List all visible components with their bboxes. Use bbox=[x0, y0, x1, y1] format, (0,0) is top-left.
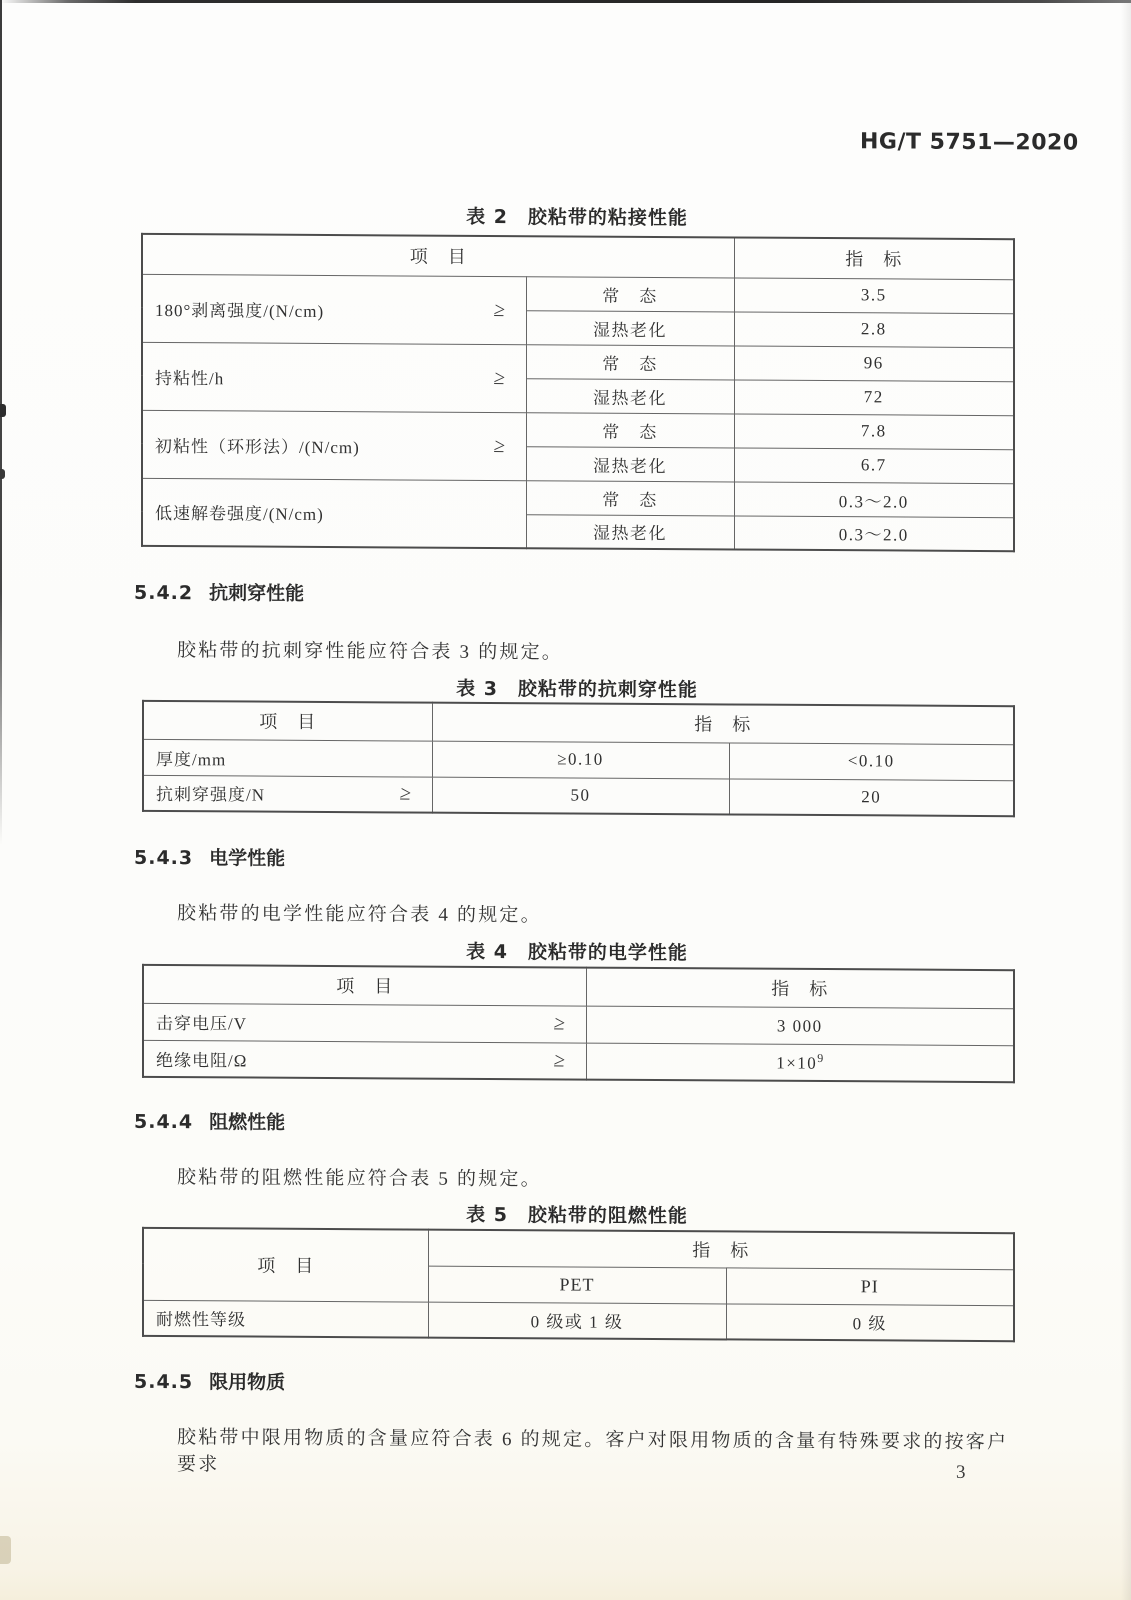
item-label: 低速解卷强度/(N/cm) bbox=[155, 504, 324, 525]
header-cell-pi: PI bbox=[726, 1267, 1014, 1305]
table3-title: 表 3 胶粘带的抗刺穿性能 bbox=[456, 677, 698, 702]
item-label: 抗刺穿强度/N bbox=[156, 785, 265, 805]
value-cell: 96 bbox=[734, 345, 1014, 381]
geq-symbol: ≥ bbox=[552, 1049, 568, 1072]
section-heading-543 bbox=[134, 843, 285, 871]
table-flame-retardancy bbox=[142, 1227, 1015, 1342]
paragraph-543: 胶粘带的电学性能应符合表 4 的规定。 bbox=[177, 903, 542, 927]
condition-cell: 湿热老化 bbox=[526, 514, 734, 549]
condition-cell: 常 态 bbox=[526, 276, 734, 311]
section-title: 电学性能 bbox=[209, 847, 286, 870]
condition-cell: 常 态 bbox=[526, 344, 734, 379]
geq-symbol: ≥ bbox=[398, 782, 414, 805]
value-cell: 0.3～2.0 bbox=[734, 481, 1014, 517]
section-title: 限用物质 bbox=[209, 1371, 286, 1394]
item-cell: 耐燃性等级 bbox=[143, 1300, 428, 1338]
item-label: 初粘性（环形法）/(N/cm) bbox=[155, 436, 360, 457]
table-electrical-performance bbox=[142, 964, 1015, 1083]
table-row bbox=[143, 739, 1014, 780]
section-number: 5.4.5 bbox=[134, 1370, 194, 1394]
condition-cell: 常 态 bbox=[526, 412, 734, 447]
geq-symbol: ≥ bbox=[492, 366, 508, 389]
paragraph-544: 胶粘带的阻燃性能应符合表 5 的规定。 bbox=[177, 1167, 542, 1191]
header-cell-item: 项 目 bbox=[143, 701, 432, 741]
value-text: 1×10 bbox=[776, 1053, 818, 1073]
value-cell: 72 bbox=[734, 379, 1014, 415]
table4-title: 表 4 胶粘带的电学性能 bbox=[466, 940, 688, 965]
value-cell: <0.10 bbox=[729, 742, 1014, 780]
paragraph-542: 胶粘带的抗刺穿性能应符合表 3 的规定。 bbox=[177, 640, 564, 664]
table-row bbox=[142, 478, 1014, 517]
table-row bbox=[142, 274, 1014, 313]
table-adhesion-performance bbox=[141, 233, 1015, 552]
value-cell: ≥0.10 bbox=[432, 741, 729, 779]
value-exponent: 9 bbox=[817, 1050, 824, 1065]
section-number: 5.4.4 bbox=[134, 1110, 194, 1134]
table-row bbox=[142, 342, 1014, 381]
table-header-row bbox=[143, 1228, 1014, 1269]
item-cell bbox=[142, 274, 526, 344]
header-cell-item: 项 目 bbox=[143, 1228, 428, 1302]
table-puncture-resistance bbox=[142, 700, 1015, 817]
table5-title: 表 5 胶粘带的阻燃性能 bbox=[466, 1203, 688, 1228]
table-row bbox=[143, 1003, 1014, 1045]
condition-cell: 湿热老化 bbox=[526, 310, 734, 345]
value-cell bbox=[586, 1006, 1014, 1046]
value-cell: 0 级 bbox=[726, 1303, 1014, 1341]
value-text: 3 000 bbox=[776, 1016, 823, 1036]
header-cell-index: 指 标 bbox=[586, 968, 1014, 1009]
section-heading-544 bbox=[134, 1107, 285, 1135]
value-cell: 20 bbox=[729, 778, 1014, 816]
condition-cell: 湿热老化 bbox=[526, 378, 734, 413]
item-cell bbox=[142, 342, 526, 412]
value-cell bbox=[586, 1043, 1014, 1083]
header-cell-index: 指 标 bbox=[432, 703, 1014, 745]
condition-cell: 常 态 bbox=[526, 480, 734, 515]
item-cell bbox=[143, 1003, 586, 1043]
item-label: 厚度/mm bbox=[156, 749, 227, 769]
item-label: 击穿电压/V bbox=[156, 1013, 247, 1034]
value-cell: 50 bbox=[432, 777, 729, 815]
header-cell-index: 指 标 bbox=[428, 1230, 1014, 1270]
table2-title: 表 2 胶粘带的粘接性能 bbox=[466, 205, 688, 230]
section-number: 5.4.3 bbox=[134, 846, 194, 870]
item-cell bbox=[142, 478, 526, 548]
section-number: 5.4.2 bbox=[134, 581, 194, 605]
standard-number-header: HG/T 5751—2020 bbox=[860, 129, 1079, 156]
value-cell: 3.5 bbox=[734, 277, 1014, 313]
value-cell: 0.3～2.0 bbox=[734, 515, 1014, 551]
value-cell: 7.8 bbox=[734, 413, 1014, 449]
item-cell bbox=[142, 410, 526, 480]
table-row bbox=[143, 1300, 1014, 1341]
item-cell bbox=[143, 775, 432, 813]
section-title: 抗刺穿性能 bbox=[209, 582, 305, 605]
value-cell: 0 级或 1 级 bbox=[428, 1302, 726, 1340]
header-cell-pet: PET bbox=[428, 1266, 726, 1304]
table-row bbox=[142, 410, 1014, 449]
section-title: 阻燃性能 bbox=[209, 1111, 286, 1134]
header-cell-index: 指 标 bbox=[734, 237, 1014, 279]
table-header-row bbox=[143, 701, 1014, 744]
page-number: 3 bbox=[956, 1461, 966, 1483]
section-heading-545 bbox=[134, 1367, 285, 1395]
value-cell: 6.7 bbox=[734, 447, 1014, 483]
section-heading-542 bbox=[134, 578, 304, 606]
item-cell bbox=[143, 739, 432, 777]
item-label: 绝缘电阻/Ω bbox=[156, 1050, 248, 1071]
header-cell-item: 项 目 bbox=[143, 965, 586, 1006]
table-row bbox=[143, 775, 1014, 816]
table-header-row bbox=[142, 234, 1014, 279]
geq-symbol: ≥ bbox=[492, 434, 508, 457]
item-label: 持粘性/h bbox=[155, 368, 225, 388]
item-label: 180°剥离强度/(N/cm) bbox=[155, 300, 325, 321]
table-header-row bbox=[143, 965, 1014, 1008]
item-cell bbox=[143, 1040, 586, 1080]
header-cell-item: 项 目 bbox=[142, 234, 734, 278]
condition-cell: 湿热老化 bbox=[526, 446, 734, 481]
paragraph-545: 胶粘带中限用物质的含量应符合表 6 的规定。客户对限用物质的含量有特殊要求的按客户要求 bbox=[177, 1427, 1009, 1476]
geq-symbol: ≥ bbox=[552, 1012, 568, 1035]
table-row bbox=[143, 1040, 1014, 1082]
value-cell: 2.8 bbox=[734, 311, 1014, 347]
geq-symbol: ≥ bbox=[492, 298, 508, 321]
